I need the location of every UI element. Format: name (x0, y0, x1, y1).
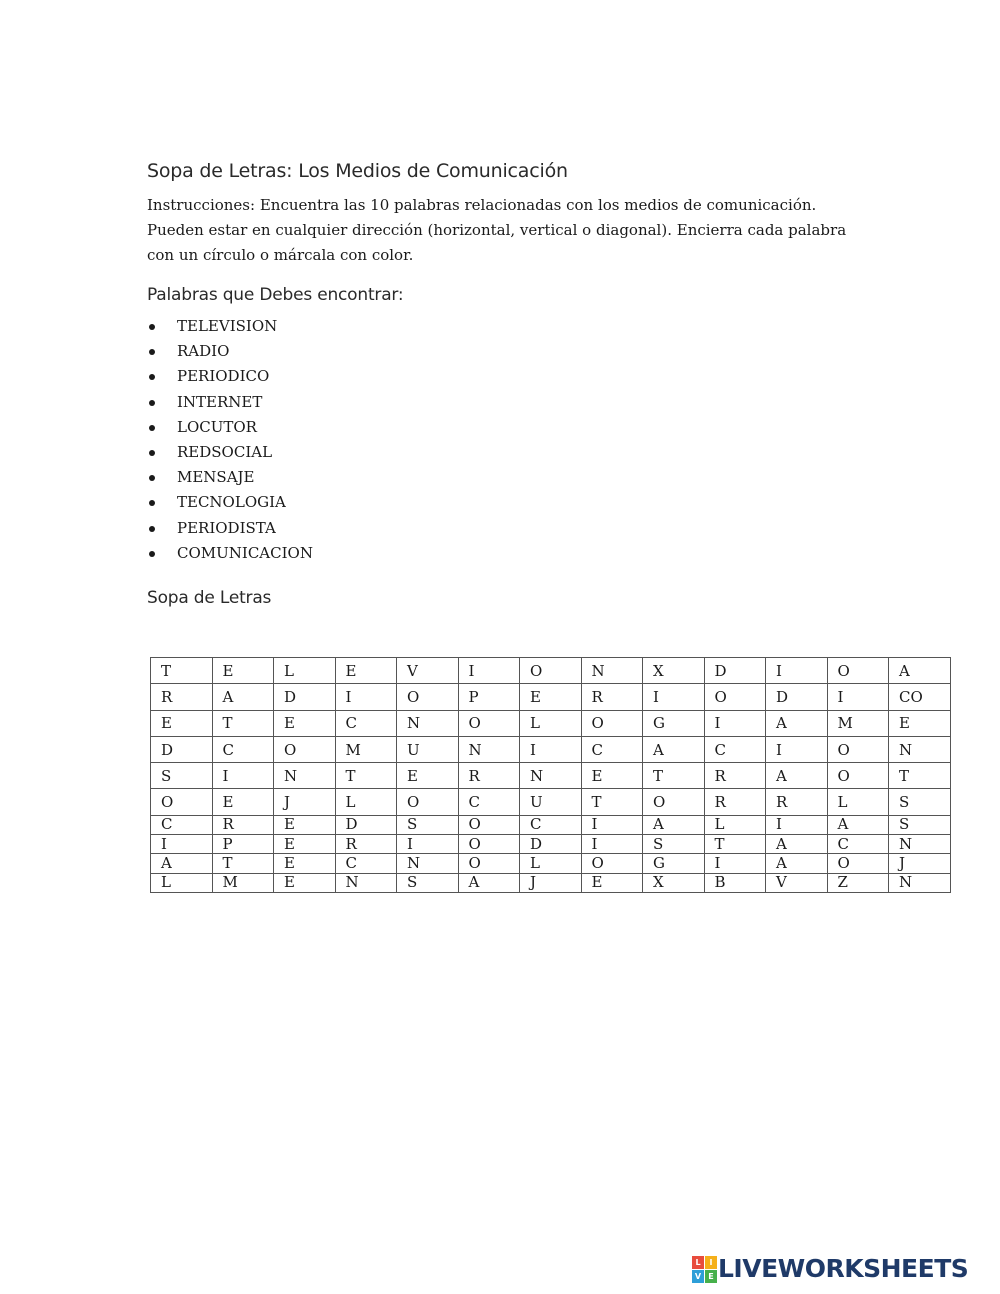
grid-row (151, 854, 951, 873)
grid-cell[interactable]: C (520, 815, 582, 834)
grid-cell[interactable]: I (827, 684, 889, 710)
grid-cell[interactable]: O (520, 658, 582, 684)
grid-row (151, 710, 951, 736)
grid-cell[interactable]: D (274, 684, 336, 710)
grid-cell[interactable]: O (827, 854, 889, 873)
grid-cell[interactable]: E (274, 815, 336, 834)
grid-cell[interactable]: A (766, 710, 828, 736)
grid-cell[interactable]: O (151, 789, 213, 815)
logo-mark-icon (692, 1256, 716, 1282)
grid-cell[interactable]: O (458, 710, 520, 736)
grid-cell[interactable]: I (766, 658, 828, 684)
grid-cell[interactable]: R (212, 815, 274, 834)
grid-cell[interactable]: E (581, 763, 643, 789)
grid-cell[interactable]: I (581, 835, 643, 854)
grid-cell[interactable]: V (397, 658, 459, 684)
grid-cell[interactable]: O (397, 789, 459, 815)
word-list-item: MENSAJE (147, 465, 313, 490)
grid-cell[interactable]: O (581, 710, 643, 736)
grid-cell[interactable]: C (335, 854, 397, 873)
grid-cell[interactable]: D (766, 684, 828, 710)
grid-cell[interactable]: N (889, 873, 951, 892)
grid-row (151, 835, 951, 854)
grid-cell[interactable]: P (212, 835, 274, 854)
grid-cell[interactable]: R (151, 684, 213, 710)
logo-mark-tile: I (705, 1256, 717, 1269)
grid-row (151, 684, 951, 710)
grid-cell[interactable]: E (274, 835, 336, 854)
grid-cell[interactable]: E (151, 710, 213, 736)
grid-cell[interactable]: A (643, 815, 705, 834)
grid-cell[interactable]: I (704, 854, 766, 873)
grid-cell[interactable]: M (335, 736, 397, 762)
grid-cell[interactable]: D (704, 658, 766, 684)
grid-cell[interactable]: S (889, 815, 951, 834)
grid-cell[interactable]: R (766, 789, 828, 815)
grid-cell[interactable]: J (274, 789, 336, 815)
grid-cell[interactable]: E (520, 684, 582, 710)
grid-cell[interactable]: N (335, 873, 397, 892)
grid-cell[interactable]: R (458, 763, 520, 789)
logo-mark-tile: L (692, 1256, 704, 1269)
grid-cell[interactable]: N (274, 763, 336, 789)
word-list-item: REDSOCIAL (147, 440, 313, 465)
grid-cell[interactable]: I (520, 736, 582, 762)
grid-cell[interactable]: L (274, 658, 336, 684)
grid-cell[interactable]: E (274, 854, 336, 873)
grid-cell[interactable]: O (643, 789, 705, 815)
grid-row (151, 763, 951, 789)
word-list-item: PERIODISTA (147, 516, 313, 541)
word-list-item: INTERNET (147, 390, 313, 415)
grid-row (151, 815, 951, 834)
grid-cell[interactable]: A (766, 854, 828, 873)
grid-cell[interactable]: O (397, 684, 459, 710)
grid-cell[interactable]: E (397, 763, 459, 789)
grid-cell[interactable]: O (827, 736, 889, 762)
grid-cell[interactable]: E (274, 873, 336, 892)
grid-cell[interactable]: I (766, 736, 828, 762)
word-list-item: COMUNICACION (147, 541, 313, 566)
grid-cell[interactable]: E (212, 789, 274, 815)
grid-cell[interactable]: J (520, 873, 582, 892)
grid-cell[interactable]: S (151, 763, 213, 789)
grid-cell[interactable]: C (458, 789, 520, 815)
grid-cell[interactable]: S (397, 815, 459, 834)
word-list-item: PERIODICO (147, 364, 313, 389)
grid-cell[interactable]: I (212, 763, 274, 789)
words-heading: Palabras que Debes encontrar: (147, 285, 404, 305)
document-title: Sopa de Letras: Los Medios de Comunicación (147, 160, 568, 182)
logo-mark-tile: V (692, 1270, 704, 1283)
word-list (147, 314, 313, 566)
grid-cell[interactable]: R (581, 684, 643, 710)
grid-cell[interactable]: A (151, 854, 213, 873)
grid-cell[interactable]: V (766, 873, 828, 892)
grid-cell[interactable]: A (766, 763, 828, 789)
grid-cell[interactable]: E (581, 873, 643, 892)
grid-cell[interactable]: T (704, 835, 766, 854)
grid-cell[interactable]: A (827, 815, 889, 834)
grid-cell[interactable]: N (520, 763, 582, 789)
grid-cell[interactable]: P (458, 684, 520, 710)
logo-text: LIVEWORKSHEETS (718, 1254, 969, 1283)
grid-row (151, 658, 951, 684)
grid-cell[interactable]: C (581, 736, 643, 762)
grid-cell[interactable]: I (643, 684, 705, 710)
grid-cell[interactable]: G (643, 854, 705, 873)
grid-cell[interactable]: O (458, 815, 520, 834)
grid-cell[interactable]: O (704, 684, 766, 710)
grid-cell[interactable]: A (766, 835, 828, 854)
grid-row (151, 736, 951, 762)
grid-cell[interactable]: I (581, 815, 643, 834)
grid-heading: Sopa de Letras (147, 588, 272, 608)
grid-cell[interactable]: O (827, 763, 889, 789)
grid-cell[interactable]: D (520, 835, 582, 854)
grid-cell[interactable]: T (643, 763, 705, 789)
grid-cell[interactable]: A (889, 658, 951, 684)
grid-cell[interactable]: R (704, 763, 766, 789)
grid-cell[interactable]: G (643, 710, 705, 736)
grid-cell[interactable]: C (151, 815, 213, 834)
grid-cell[interactable]: C (212, 736, 274, 762)
grid-cell[interactable]: I (335, 684, 397, 710)
grid-cell[interactable]: L (827, 789, 889, 815)
grid-cell[interactable]: T (581, 789, 643, 815)
grid-cell[interactable]: A (458, 873, 520, 892)
grid-cell[interactable]: N (397, 710, 459, 736)
word-list-item: RADIO (147, 339, 313, 364)
grid-cell[interactable]: M (827, 710, 889, 736)
word-list-item: LOCUTOR (147, 415, 313, 440)
grid-cell[interactable]: L (704, 815, 766, 834)
grid-cell[interactable]: T (212, 854, 274, 873)
grid-cell[interactable]: R (704, 789, 766, 815)
grid-cell[interactable]: I (458, 658, 520, 684)
grid-cell[interactable]: I (766, 815, 828, 834)
grid-cell[interactable]: O (274, 736, 336, 762)
grid-cell[interactable]: S (397, 873, 459, 892)
grid-cell[interactable]: T (335, 763, 397, 789)
grid-cell[interactable]: O (458, 854, 520, 873)
grid-cell[interactable]: M (212, 873, 274, 892)
word-search-grid (150, 657, 951, 893)
logo-mark-tile: E (705, 1270, 717, 1283)
grid-cell[interactable]: I (704, 710, 766, 736)
grid-cell[interactable]: A (212, 684, 274, 710)
grid-cell[interactable]: O (458, 835, 520, 854)
grid-cell[interactable]: J (889, 854, 951, 873)
grid-cell[interactable]: L (520, 710, 582, 736)
grid-cell[interactable]: C (827, 835, 889, 854)
grid-cell[interactable]: R (335, 835, 397, 854)
grid-cell[interactable]: N (581, 658, 643, 684)
instructions-text: Instrucciones: Encuentra las 10 palabras relacionadas con los medios de comunicación. Pueden estar en cualquier dirección (horizontal, vertical o diagonal). Encierra cada palabra con un círculo o márcala con color. (147, 196, 847, 264)
grid-cell[interactable]: U (397, 736, 459, 762)
grid-cell[interactable]: O (827, 658, 889, 684)
word-list-item: TELEVISION (147, 314, 313, 339)
grid-cell[interactable]: T (889, 763, 951, 789)
grid-cell[interactable]: X (643, 873, 705, 892)
grid-cell[interactable]: S (643, 835, 705, 854)
grid-cell[interactable]: L (151, 873, 213, 892)
grid-cell[interactable]: D (151, 736, 213, 762)
grid-cell[interactable]: N (397, 854, 459, 873)
grid-cell[interactable]: L (520, 854, 582, 873)
grid-cell[interactable]: N (889, 736, 951, 762)
grid-cell[interactable]: N (889, 835, 951, 854)
grid-cell[interactable]: L (335, 789, 397, 815)
grid-cell[interactable]: I (397, 835, 459, 854)
grid-cell[interactable]: T (212, 710, 274, 736)
grid-cell[interactable]: U (520, 789, 582, 815)
liveworksheets-logo[interactable] (692, 1254, 968, 1283)
grid-row (151, 789, 951, 815)
grid-cell[interactable]: E (212, 658, 274, 684)
grid-row (151, 873, 951, 892)
grid-cell[interactable]: O (581, 854, 643, 873)
grid-cell[interactable]: E (335, 658, 397, 684)
grid-cell[interactable]: N (458, 736, 520, 762)
grid-cell[interactable]: E (274, 710, 336, 736)
grid-cell[interactable]: C (335, 710, 397, 736)
word-list-item: TECNOLOGIA (147, 490, 313, 515)
grid-cell[interactable]: S (889, 789, 951, 815)
grid-cell[interactable]: Z (827, 873, 889, 892)
grid-cell[interactable]: T (151, 658, 213, 684)
grid-cell[interactable]: B (704, 873, 766, 892)
grid-cell[interactable]: E (889, 710, 951, 736)
grid-cell[interactable]: CO (889, 684, 951, 710)
grid-cell[interactable]: C (704, 736, 766, 762)
grid-cell[interactable]: D (335, 815, 397, 834)
grid-cell[interactable]: X (643, 658, 705, 684)
grid-cell[interactable]: I (151, 835, 213, 854)
grid-cell[interactable]: A (643, 736, 705, 762)
